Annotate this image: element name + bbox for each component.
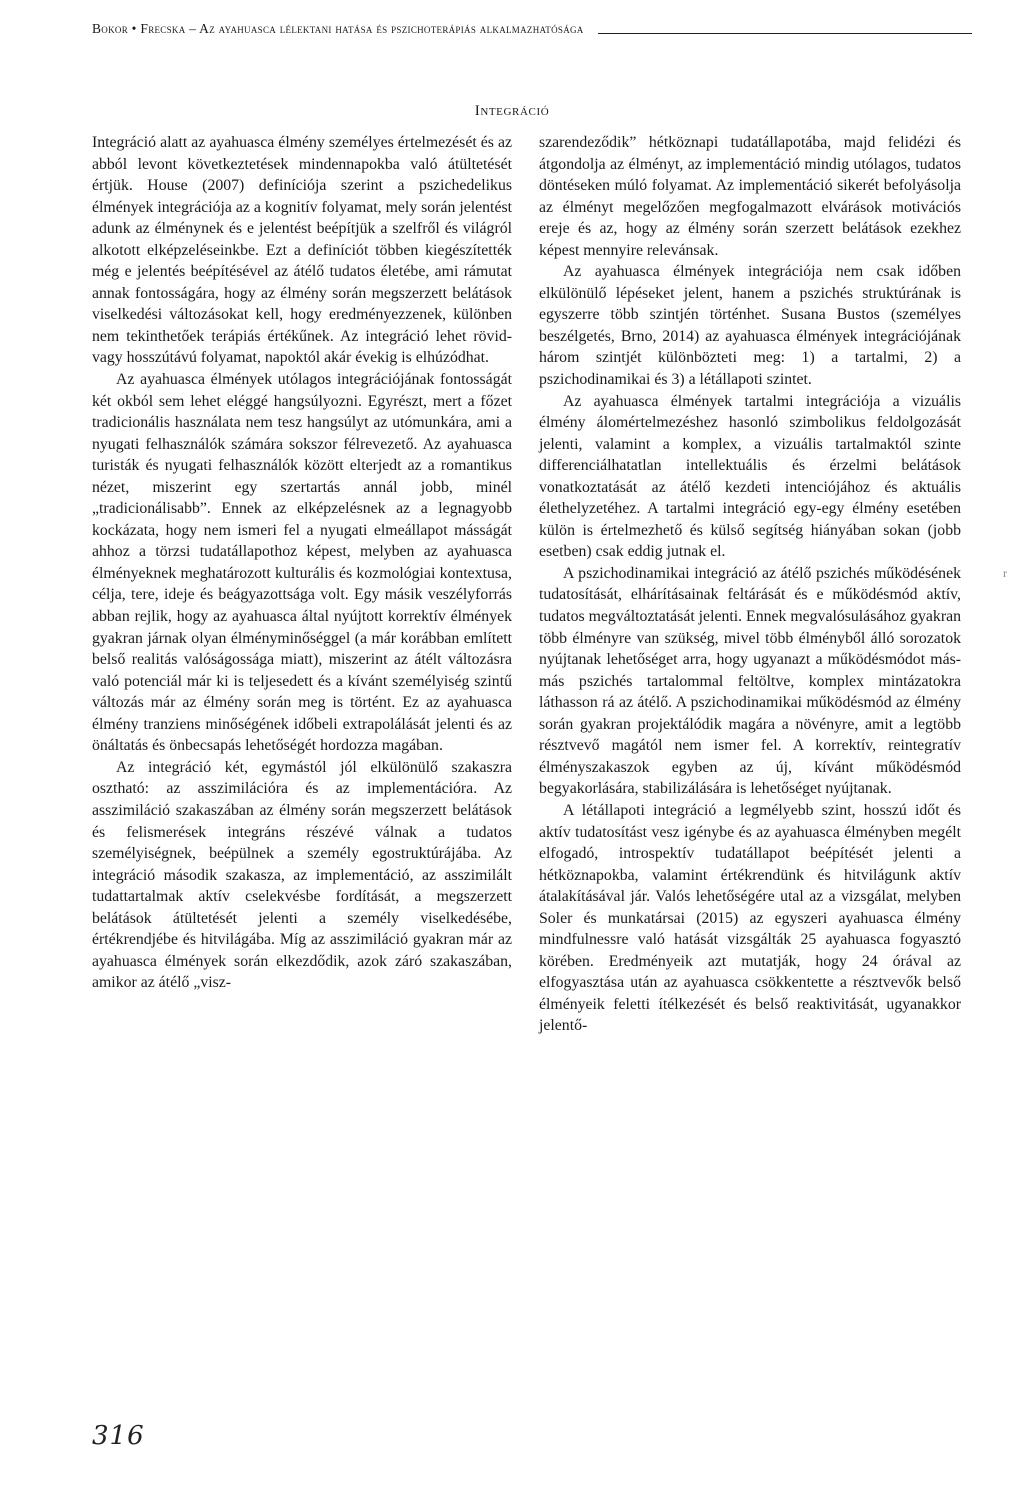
paragraph: A pszichodinamikai integráció az átélő pszichés működésének tudatosítását, elhárításainak feltárását és e működésmód aktív, tudatos megváltoztatását jelenti. Ennek megvalósulásához gyakran több élményre van szükség, mivel több élményből álló sorozatok nyújtanak lehetőséget arra, hogy ugyanazt a működésmódot más-más pszichés tartalommal feltöltve, komplex mintázatokra láthasson rá az átélő. A pszichodinamikai működésmód az élmény során gyakran projektálódik magára a növényre, amit a legtöbb résztvevő magától nem ismer fel. A korrektív, reintegratív élményszakaszok egyben az új, kívánt működésmód begyakorlására, stabilizálására is lehetőséget nyújtanak. — [539, 564, 961, 798]
page-number: 316 — [92, 1421, 145, 1451]
right-column — [539, 132, 961, 1037]
paragraph: Az ayahuasca élmények integrációja nem csak időben elkülönülő lépéseket jelent, hanem a pszichés struktúrának is egyszerre több szintjén történhet. Susana Bustos (személyes beszélgetés, Brno, 2014) az ayahuasca élmények integrációjának három szintjét különbözteti meg: 1) a tartalmi, 2) a pszichodinamikai és 3) a létállapoti szintet. — [539, 263, 961, 389]
left-column — [92, 132, 512, 994]
section-title: Integráció — [474, 103, 550, 119]
paragraph: szarendeződik” hétköznapi tudatállapotába, majd felidézi és átgondolja az élményt, az implementáció mindig utólagos, tudatos döntéseken múló folyamat. Az implementáció sikerét befolyásolja az élményt megelőzően megfogalmazott elvárások motivációs ereje és az, hogy az élmény során szerzett belátások ezekhez képest mennyire relevánsak. — [539, 134, 961, 259]
running-head — [92, 21, 972, 37]
running-head-text: Bokor • Frecska – Az ayahuasca lélektani hatása és pszichoterápiás alkalmazhatósága — [92, 21, 584, 36]
paragraph: Integráció alatt az ayahuasca élmény személyes értelmezését és az abból levont következtetések mindennapokba való átültetését értjük. House (2007) definíciója szerint a pszichedelikus élmények integrációja az a kognitív folyamat, mely során jelentést adunk az élménynek és e jelentést beépítjük a szelfről és világról alkotott elképzeléseinkbe. Ezt a definíciót többen kiegészítették még e jelentés beépítésével az átélő tudatos életébe, ami rámutat annak fontosságára, hogy az élmény során megszerzett belátások viselkedési változásokat kell, hogy eredményezzenek, különben nem tekinthetőek terápiás értékűnek. Az integráció lehet rövid- vagy hosszútávú folyamat, napoktól akár évekig is elhúzódhat. — [92, 134, 512, 367]
running-head-rule — [598, 33, 972, 34]
margin-mark: r — [1003, 566, 1007, 580]
paragraph: Az ayahuasca élmények utólagos integrációjának fontosságát két okból sem lehet eléggé hangsúlyozni. Egyrészt, mert a főzet tradicionális használata nem tesz hangsúlyt az utómunkára, ami a nyugati felhasználók számára sokszor félrevezető. Az ayahuasca turisták és nyugati felhasználók között elterjedt az a romantikus nézet, miszerint egy szertartás annál jobb, minél „tradicionálisabb”. Ennek az elképzelésnek az a legnagyobb kockázata, hogy nem ismeri fel a nyugati elmeállapot másságát ahhoz a törzsi tudatállapothoz képest, melyben az ayahuasca élményeknek meghatározott kulturális és kozmológiai kontextusa, célja, tere, ideje és beágyazottsága volt. Egy másik veszélyforrás abban rejlik, hogy az ayahuasca által nyújtott korrektív élmények gyakran járnak olyan élményminőséggel (a már korábban említett belső realitás valóságossága miatt), miszerint az átélt változásra való potenciál már ki is teljesedett és a kívánt személyiség szintű változás már az élmény során meg is történt. Ez az ayahuasca élmény tranziens minőségének időbeli extrapolálását jelenti és az önáltatás és önbecsapás lehetőségét hordozza magában. — [92, 371, 512, 755]
paragraph: A létállapoti integráció a legmélyebb szint, hosszú időt és aktív tudatosítást vesz igénybe és az ayahuasca élményben megélt elfogadó, introspektív tudatállapot beépítését jelenti a hétköznapokba, valamint értékrendünk és hitvilágunk aktív átalakításával jár. Valós lehetőségére utal az a vizsgálat, melyben Soler és munkatársai (2015) az egyszeri ayahuasca élmény mindfulnessre való hatását vizsgálták 25 ayahuasca fogyasztó körében. Eredményeik azt mutatják, hogy 24 órával az elfogyasztása után az ayahuasca csökkentette a résztvevők belső élményeik feletti ítélkezését és belső reaktivitását, ugyanakkor jelentő- — [539, 801, 961, 1035]
paragraph: Az integráció két, egymástól jól elkülönülő szakaszra osztható: az asszimilációra és az implementációra. Az asszimiláció szakaszában az élmény során megszerzett belátások és felismerések integráns részévé válnak a tudatos személyiségnek, beépülnek a személy egostruktúrájába. Az integráció második szakasza, az implementáció, az asszimilált tudattartalmak aktív cselekvésbe fordítását, a megszerzett belátások átültetését jelenti a személy viselkedésébe, értékrendjébe és hitvilágába. Míg az asszimiláció gyakran már az ayahuasca élmények során elkezdődik, azok záró szakaszában, amikor az átélő „visz- — [92, 758, 512, 992]
paragraph: Az ayahuasca élmények tartalmi integrációja a vizuális élmény álomértelmezéshez hasonló szimbolikus feldolgozását jelenti, valamint a komplex, a vizuális tartalmaktól szinte differenciálhatatlan intellektuális és érzelmi belátások vonatkoztatását az átélő kezdeti intenciójához és aktuális élethelyzetéhez. A tartalmi integráció egy-egy élmény esetében külön is értelmezhető és külső segítség hiányában sokan (jobb esetben) csak eddig jutnak el. — [539, 392, 961, 561]
